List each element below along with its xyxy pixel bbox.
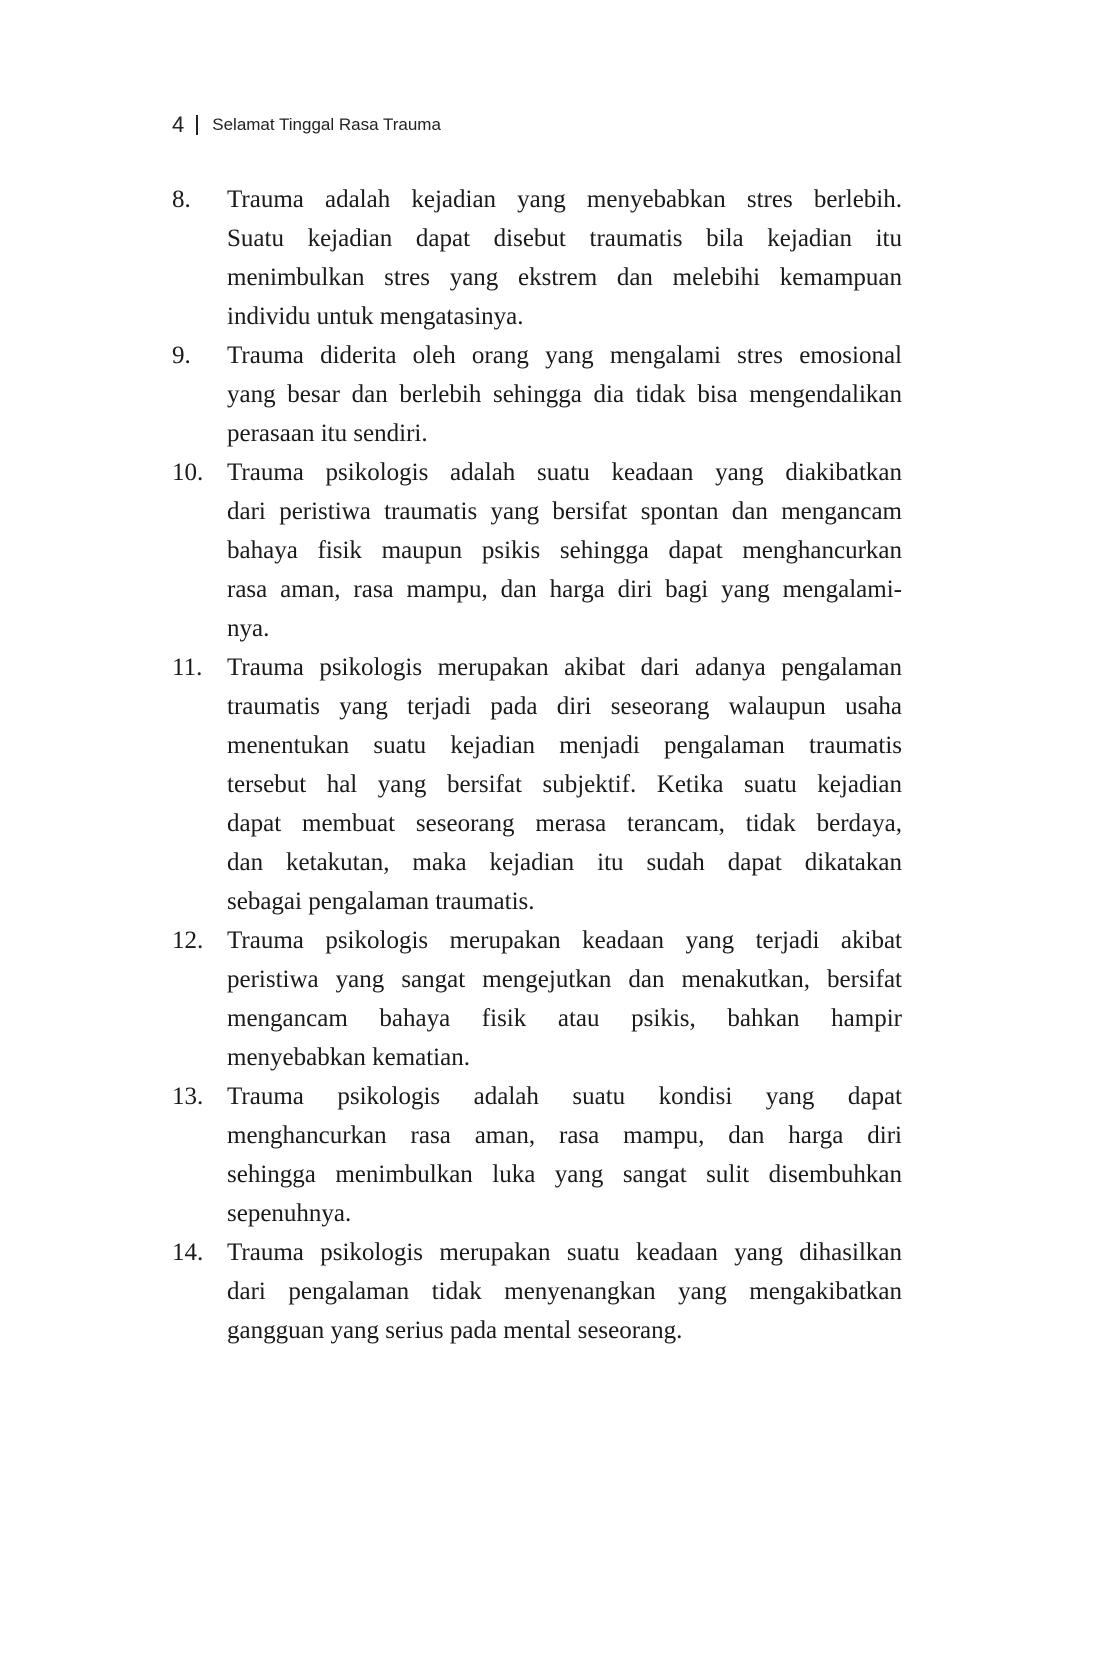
list-item-9 [172, 336, 902, 453]
text-line: individu untuk mengatasinya. [227, 303, 524, 330]
text-line: sehingga menimbulkan luka yang sangat sulit disembuhkan [227, 1161, 902, 1188]
list-number: 10. [172, 459, 204, 486]
text-line: Trauma psikologis merupakan akibat dari adanya pengalaman [227, 654, 902, 681]
text-line: bahaya fisik maupun psikis sehingga dapat menghancurkan [227, 537, 902, 564]
running-title: Selamat Tinggal Rasa Trauma [212, 115, 441, 134]
text-line: dan ketakutan, maka kejadian itu sudah dapat dikatakan [227, 849, 902, 876]
text-line: mengancam bahaya fisik atau psikis, bahkan hampir [227, 1005, 902, 1032]
list-item-13 [172, 1077, 902, 1233]
list-number: 8. [172, 186, 191, 213]
text-line: sebagai pengalaman traumatis. [227, 888, 535, 915]
text-line: dari peristiwa traumatis yang bersifat spontan dan mengancam [227, 498, 902, 525]
list-item-text [227, 180, 902, 336]
list-item-12 [172, 921, 902, 1077]
list-item-text [227, 1077, 902, 1233]
text-line: rasa aman, rasa mampu, dan harga diri bagi yang mengalami- [227, 576, 902, 603]
text-line: menentukan suatu kejadian menjadi pengalaman traumatis [227, 732, 902, 759]
numbered-list [172, 180, 902, 1350]
text-line: sepenuhnya. [227, 1200, 352, 1227]
list-item-text [227, 921, 902, 1077]
list-item-11 [172, 648, 902, 921]
list-number: 14. [172, 1239, 204, 1266]
list-number: 9. [172, 342, 191, 369]
list-number: 11. [172, 654, 203, 681]
text-line: yang besar dan berlebih sehingga dia tidak bisa mengendalikan [227, 381, 902, 408]
text-line: Trauma psikologis merupakan suatu keadaan yang dihasilkan [227, 1239, 902, 1266]
list-item-10 [172, 453, 902, 648]
list-item-14 [172, 1233, 902, 1350]
text-line: peristiwa yang sangat mengejutkan dan menakutkan, bersifat [227, 966, 902, 993]
text-line: Trauma diderita oleh orang yang mengalami stres emosional [227, 342, 902, 369]
header-separator [196, 115, 198, 135]
text-line: Trauma psikologis merupakan keadaan yang terjadi akibat [227, 927, 902, 954]
page-number: 4 [172, 112, 185, 137]
running-header [172, 112, 441, 138]
text-line: Suatu kejadian dapat disebut traumatis bila kejadian itu [227, 225, 902, 252]
text-line: menghancurkan rasa aman, rasa mampu, dan harga diri [227, 1122, 902, 1149]
list-item-text [227, 648, 902, 921]
text-line: tersebut hal yang bersifat subjektif. Ketika suatu kejadian [227, 771, 902, 798]
list-item-text [227, 453, 902, 648]
text-line: menyebabkan kematian. [227, 1044, 470, 1071]
text-line: menimbulkan stres yang ekstrem dan melebihi kemampuan [227, 264, 902, 291]
text-line: Trauma adalah kejadian yang menyebabkan stres berlebih. [227, 186, 902, 213]
text-line: traumatis yang terjadi pada diri seseorang walaupun usaha [227, 693, 902, 720]
text-line: Trauma psikologis adalah suatu kondisi yang dapat [227, 1083, 902, 1110]
text-line: Trauma psikologis adalah suatu keadaan yang diakibatkan [227, 459, 902, 486]
text-line: gangguan yang serius pada mental seseorang. [227, 1317, 683, 1344]
list-number: 12. [172, 927, 204, 954]
list-item-text [227, 1233, 902, 1350]
text-line: nya. [227, 615, 270, 642]
text-line: dari pengalaman tidak menyenangkan yang mengakibatkan [227, 1278, 902, 1305]
list-item-8 [172, 180, 902, 336]
list-item-text [227, 336, 902, 453]
text-line: dapat membuat seseorang merasa terancam, tidak berdaya, [227, 810, 902, 837]
text-line: perasaan itu sendiri. [227, 420, 428, 447]
list-number: 13. [172, 1083, 204, 1110]
